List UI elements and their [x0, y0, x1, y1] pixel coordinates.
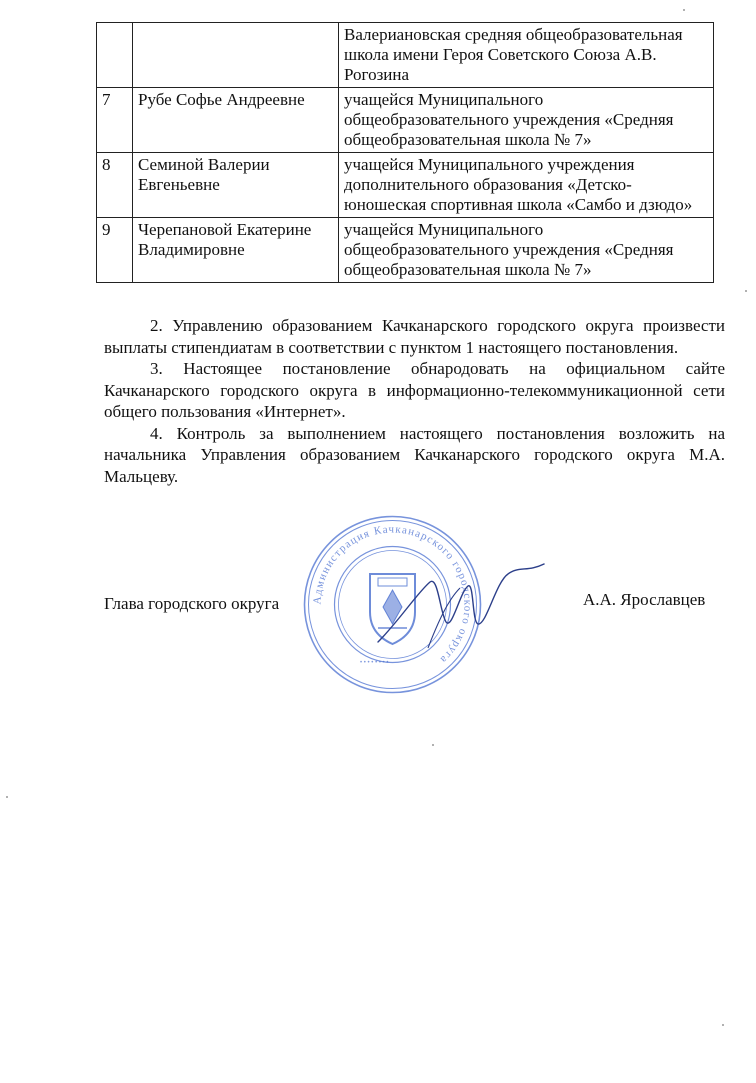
recipient-name: Рубе Софье Андреевне — [133, 88, 339, 153]
resolution-paragraphs — [104, 315, 725, 487]
table-row — [97, 153, 714, 218]
seal-text: Администрация Качканарского городского округа — [311, 523, 474, 667]
scan-speck — [6, 796, 8, 798]
recipient-name: Черепановой Екатерине Владимировне — [133, 218, 339, 283]
paragraph-item-3: 3. Настоящее постановление обнародовать на официальном сайте Качканарского городского округа в информационно-телекоммуникационной сети общего пользования «Интернет». — [104, 359, 725, 421]
stipend-table — [96, 22, 714, 283]
row-number: 9 — [97, 218, 133, 283]
paragraph-item-4: 4. Контроль за выполнением настоящего постановления возложить на начальника Управления образованием Качканарского городского округа М.А. Мальцеву. — [104, 423, 725, 486]
recipient-name — [133, 23, 339, 88]
recipient-name: Семиной Валерии Евгеньевне — [133, 153, 339, 218]
recipient-description: Валериановская средняя общеобразовательная школа имени Героя Советского Союза А.В. Рогозина — [339, 23, 714, 88]
recipient-description: учащейся Муниципального общеобразовательного учреждения «Средняя общеобразовательная школа № 7» — [339, 218, 714, 283]
paragraph-item-2: 2. Управлению образованием Качканарского городского округа произвести выплаты стипендиатам в соответствии с пунктом 1 настоящего постановления. — [104, 316, 725, 357]
table-row — [97, 218, 714, 283]
scan-speck — [683, 9, 685, 11]
recipient-description: учащейся Муниципального общеобразовательного учреждения «Средняя общеобразовательная школа № 7» — [339, 88, 714, 153]
table-row — [97, 23, 714, 88]
handwritten-signature — [368, 552, 558, 662]
scan-speck — [745, 290, 747, 292]
recipient-description: учащейся Муниципального учреждения дополнительного образования «Детско-юношеская спортивная школа «Самбо и дзюдо» — [339, 153, 714, 218]
row-number — [97, 23, 133, 88]
scan-speck — [722, 1024, 724, 1026]
row-number: 7 — [97, 88, 133, 153]
scan-speck — [432, 744, 434, 746]
svg-text:• • • • • • • •: • • • • • • • • — [360, 660, 389, 666]
signatory-position: Глава городского округа — [104, 594, 280, 613]
row-number: 8 — [97, 153, 133, 218]
signatory-name: А.А. Ярославцев — [583, 590, 706, 609]
table-row — [97, 88, 714, 153]
